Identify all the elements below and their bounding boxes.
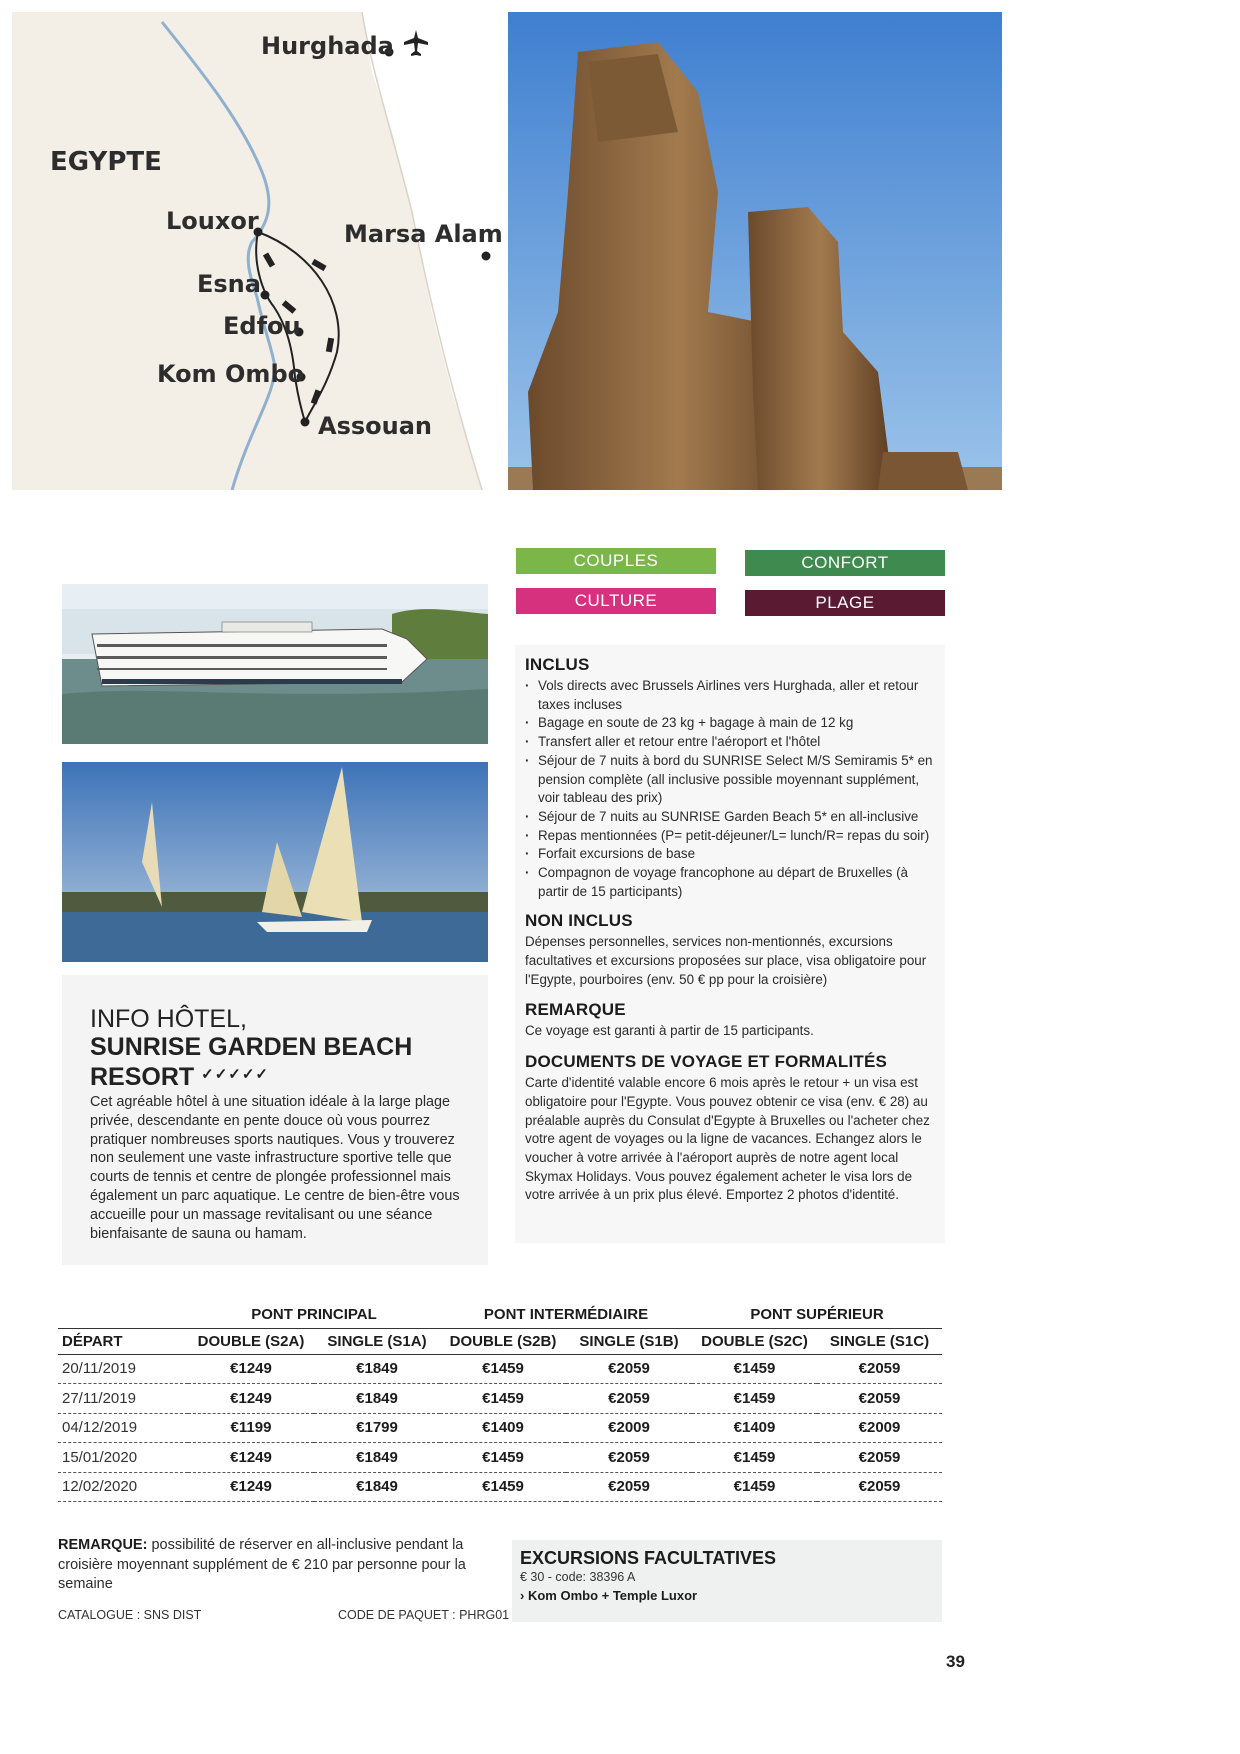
excursions-title: EXCURSIONS FACULTATIVES [520, 1548, 777, 1568]
col-single-s1a: SINGLE (S1A) [314, 1328, 440, 1354]
cell-price: €1459 [692, 1472, 817, 1502]
non-inclus-text: Dépenses personnelles, services non-mentionnés, excursions facultatives et excursions proposées sur place, visa obligatoire pour l'Egypte, pourboires (env. 50 € pp pour la croisière) [525, 934, 927, 987]
cell-price: €1249 [188, 1384, 314, 1414]
remarque-title: REMARQUE [525, 999, 626, 1019]
excursions-box [512, 1540, 942, 1622]
cell-date: 12/02/2020 [58, 1472, 188, 1502]
cell-price: €2009 [817, 1413, 942, 1443]
tag-confort: CONFORT [745, 550, 945, 576]
group-pont-intermediaire: PONT INTERMÉDIAIRE [483, 1306, 649, 1324]
inclus-item: · Forfait excursions de base [525, 845, 935, 864]
inclus-item: · Vols directs avec Brussels Airlines vers Hurghada, aller et retour taxes incluses [525, 677, 935, 714]
table-row [58, 1443, 942, 1473]
cell-price: €1799 [314, 1413, 440, 1443]
cell-price: €1249 [188, 1443, 314, 1473]
col-double-s2a: DOUBLE (S2A) [188, 1328, 314, 1354]
cell-price: €2059 [566, 1384, 692, 1414]
cell-date: 15/01/2020 [58, 1443, 188, 1473]
table-row [58, 1354, 942, 1384]
inclus-item: · Séjour de 7 nuits à bord du SUNRISE Select M/S Semiramis 5* en pension complète (all inclusive possible moyennant supplément, voir tableau des prix) [525, 752, 935, 808]
price-table [58, 1300, 942, 1502]
cell-price: €2059 [817, 1472, 942, 1502]
info-hotel-panel [62, 975, 488, 1265]
package-code: CODE DE PAQUET : PHRG01 [338, 1608, 510, 1622]
cell-date: 04/12/2019 [58, 1413, 188, 1443]
hotel-name-line1: SUNRISE GARDEN BEACH [90, 1033, 413, 1061]
documents-title: DOCUMENTS DE VOYAGE ET FORMALITÉS [525, 1052, 888, 1072]
inclus-item: · Repas mentionnées (P= petit-déjeuner/L= lunch/R= repas du soir) [525, 827, 935, 846]
documents-text: Carte d'identité valable encore 6 mois après le retour + un visa est obligatoire pour l'Egypte. Vous pouvez obtenir ce visa (env. € 28) au préalable auprès du Consulat d'Egypte à Bruxelles ou l'acheter chez votre agent de voyages ou la ligne de vacances. Echangez alors le voucher à votre arrivée à l'aéroport auprès de notre agent local Skymax Holidays. Vous pouvez également acheter le visa lors de votre arrivée à un prix plus élevé. Emportez 2 photos d'identité. [525, 1075, 930, 1203]
group-empty [58, 1300, 188, 1328]
remarque-bottom-text: possibilité de réserver en all-inclusive pendant la croisière moyennant supplément de € 210 par personne pour la semaine [58, 1537, 466, 1592]
cell-price: €1459 [440, 1384, 566, 1414]
inclus-list [525, 677, 935, 901]
inclus-item: · Transfert aller et retour entre l'aéroport et l'hôtel [525, 733, 935, 752]
hotel-name-resort: RESORT [90, 1063, 195, 1091]
cell-price: €1849 [314, 1472, 440, 1502]
map-city-esna: Esna [197, 270, 261, 298]
colossi-photo [508, 12, 1002, 490]
non-inclus-title: NON INCLUS [525, 911, 633, 931]
cell-price: €1849 [314, 1443, 440, 1473]
cell-price: €2059 [566, 1443, 692, 1473]
inclus-item: · Compagnon de voyage francophone au départ de Bruxelles (à partir de 15 participants) [525, 864, 935, 901]
cell-price: €2059 [817, 1354, 942, 1384]
map-city-hurghada: Hurghada [261, 32, 394, 60]
cell-price: €2059 [817, 1384, 942, 1414]
col-single-s1c: SINGLE (S1C) [817, 1328, 942, 1354]
excursion-item-label: Kom Ombo + Temple Luxor [527, 1588, 698, 1603]
excursion-item [520, 1588, 934, 1603]
map-country-label: EGYPTE [50, 147, 162, 177]
inclus-title: INCLUS [525, 655, 590, 674]
map-city-assouan: Assouan [318, 412, 432, 440]
cell-price: €1849 [314, 1354, 440, 1384]
catalogue-code: CATALOGUE : SNS DIST [58, 1608, 202, 1622]
cell-price: €1459 [692, 1443, 817, 1473]
cell-date: 27/11/2019 [58, 1384, 188, 1414]
cell-date: 20/11/2019 [58, 1354, 188, 1384]
cell-price: €1199 [188, 1413, 314, 1443]
cell-price: €1249 [188, 1354, 314, 1384]
cell-price: €1459 [692, 1384, 817, 1414]
inclus-item: · Bagage en soute de 23 kg + bagage à main de 12 kg [525, 714, 935, 733]
cell-price: €1459 [692, 1354, 817, 1384]
col-double-s2c: DOUBLE (S2C) [692, 1328, 817, 1354]
cell-price: €2059 [566, 1472, 692, 1502]
cell-price: €1409 [692, 1413, 817, 1443]
map-city-edfou: Edfou [223, 312, 301, 340]
hotel-stars-icon: ✓✓✓✓✓ [201, 1066, 269, 1083]
map-graphic [12, 12, 508, 490]
tag-couples: COUPLES [516, 548, 716, 574]
cruise-boat-photo [62, 584, 488, 744]
cell-price: €1459 [440, 1443, 566, 1473]
page-number: 39 [946, 1652, 965, 1671]
route-map [12, 12, 508, 490]
col-double-s2b: DOUBLE (S2B) [440, 1328, 566, 1354]
remarque-all-inclusive [58, 1536, 478, 1595]
felucca-photo [62, 762, 488, 962]
col-depart: DÉPART [58, 1328, 188, 1354]
group-pont-principal: PONT PRINCIPAL [251, 1306, 377, 1324]
tag-culture: CULTURE [516, 588, 716, 614]
cell-price: €1459 [440, 1472, 566, 1502]
details-column [515, 645, 945, 1243]
chevron-right-icon: › [520, 1588, 528, 1603]
cell-price: €1249 [188, 1472, 314, 1502]
group-pont-superieur: PONT SUPÉRIEUR [750, 1306, 884, 1324]
map-city-louxor: Louxor [166, 207, 259, 235]
remarque-text: Ce voyage est garanti à partir de 15 participants. [525, 1022, 814, 1038]
table-row [58, 1413, 942, 1443]
tag-plage: PLAGE [745, 590, 945, 616]
info-hotel-heading: INFO HÔTEL, [90, 1005, 247, 1033]
cell-price: €2059 [566, 1354, 692, 1384]
cell-price: €1849 [314, 1384, 440, 1414]
hotel-description: Cet agréable hôtel à une situation idéale à la large plage privée, descendante en pente douce où vous pourrez pratiquer nombreuses sports nautiques. Vous y trouverez non seulement une vaste infrastructure sportive telle que courts de tennis et centre de plongée professionnel mais également un parc aquatique. Le centre de bien-être vous accueille pour un massage revitalisant ou une séance bienfaisante de sauna ou hamam. [90, 1094, 460, 1242]
cell-price: €1459 [440, 1354, 566, 1384]
remarque-label: REMARQUE: [58, 1537, 148, 1553]
map-city-kom-ombo: Kom Ombo [157, 360, 305, 388]
table-row [58, 1384, 942, 1414]
cell-price: €2059 [817, 1443, 942, 1473]
cell-price: €2009 [566, 1413, 692, 1443]
excursions-code: € 30 - code: 38396 A [520, 1570, 636, 1584]
hotel-name-line2 [90, 1061, 460, 1091]
table-row [58, 1472, 942, 1502]
inclus-item: · Séjour de 7 nuits au SUNRISE Garden Beach 5* en all-inclusive [525, 808, 935, 827]
map-city-marsa-alam: Marsa Alam [344, 220, 503, 248]
cell-price: €1409 [440, 1413, 566, 1443]
col-single-s1b: SINGLE (S1B) [566, 1328, 692, 1354]
